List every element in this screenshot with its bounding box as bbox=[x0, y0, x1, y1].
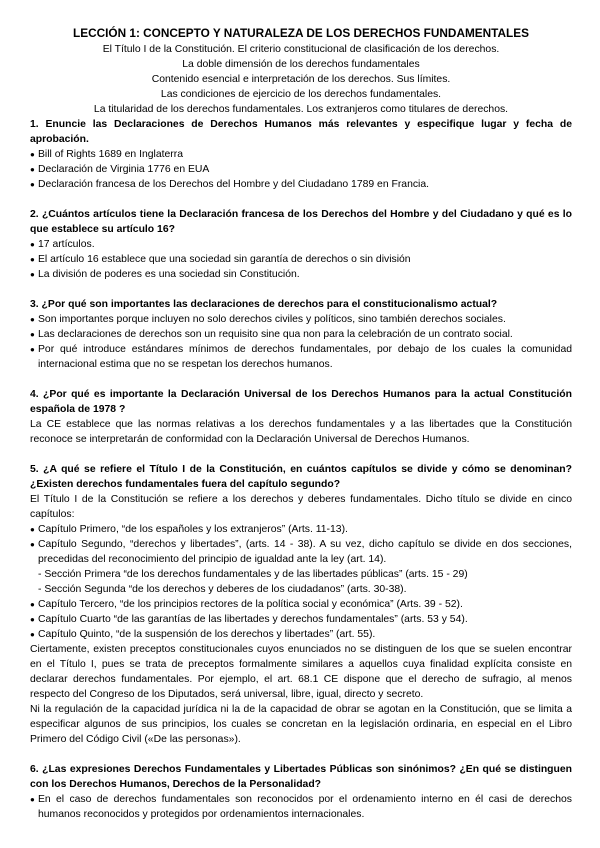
answer-6-list bbox=[30, 792, 572, 822]
answer-2-list bbox=[30, 237, 572, 282]
spacer bbox=[30, 282, 572, 297]
list-item: ● Bill of Rights 1689 en Inglaterra bbox=[30, 147, 572, 162]
question-5: 5. ¿A qué se refiere el Título I de la Constitución, en cuántos capítulos se divide y cómo se denominan? ¿Existen derechos fundamentales fuera del capítulo segundo? bbox=[30, 464, 572, 490]
spacer bbox=[30, 447, 572, 462]
list-item: ● 17 artículos. bbox=[30, 237, 572, 252]
question-2: 2. ¿Cuántos artículos tiene la Declaración francesa de los Derechos del Hombre y del Ciudadano y qué es lo que establece su artículo 16? bbox=[30, 209, 572, 235]
list-item: ● La división de poderes es una sociedad sin Constitución. bbox=[30, 267, 572, 282]
subtitle-line: El Título I de la Constitución. El criterio constitucional de clasificación de los derechos. bbox=[102, 44, 500, 55]
list-item: ● El artículo 16 establece que una sociedad sin garantía de derechos o sin división bbox=[30, 252, 572, 267]
list-item: ● Capítulo Tercero, “de los principios rectores de la política social y económica” (Arts. 39 - 52). bbox=[30, 597, 572, 612]
answer-5-intro: El Título I de la Constitución se refiere a los derechos y deberes fundamentales. Dicho título se divide en cinco capítulos: bbox=[30, 494, 572, 520]
list-item: ● Capítulo Cuarto “de las garantías de las libertades y derechos fundamentales” (arts. 53 y 54). bbox=[30, 612, 572, 627]
list-item: ● Por qué introduce estándares mínimos de derechos fundamentales, por debajo de los cuales la comunidad internacional estima que no se respetan los derechos humanos. bbox=[30, 342, 572, 372]
spacer bbox=[30, 372, 572, 387]
answer-3-list bbox=[30, 312, 572, 372]
answer-5-paragraph: Ciertamente, existen preceptos constitucionales cuyos enunciados no se distinguen de los que se suelen encontrar en el Título I, pues se trata de preceptos formalmente similares a aquellos cuya finalidad explícita consiste en declarar derechos fundamentales. Por ejemplo, el art. 68.1 CE dispone que el derecho de sufragio, al menos respecto del Congreso de los Diputados, será universal, libre, igual, directo y secreto. bbox=[30, 644, 572, 700]
question-4: 4. ¿Por qué es importante la Declaración Universal de los Derechos Humanos para la actual Constitución española de 1978 ? bbox=[30, 389, 572, 415]
subtitle-line: La titularidad de los derechos fundamentales. Los extranjeros como titulares de derechos. bbox=[93, 104, 509, 115]
spacer bbox=[30, 747, 572, 762]
list-item: ● Declaración de Virginia 1776 en EUA bbox=[30, 162, 572, 177]
spacer bbox=[30, 192, 572, 207]
answer-5-paragraph: Ni la regulación de la capacidad jurídica ni la de la capacidad de obrar se agotan en la Constitución, que se limita a especificar algunos de sus principios, los cuales se concretan en la legislación ordinaria, en especial en el Libro Primero del Código Civil («De las personas»). bbox=[30, 704, 572, 745]
subtitle-line: La doble dimensión de los derechos fundamentales bbox=[182, 59, 420, 70]
list-item: ● Capítulo Primero, “de los españoles y los extranjeros” (Arts. 11-13). bbox=[30, 522, 572, 537]
chapters-list-continued bbox=[30, 597, 572, 642]
subtitle-line: Las condiciones de ejercicio de los derechos fundamentales. bbox=[160, 89, 442, 100]
section-item: - Sección Segunda “de los derechos y deberes de los ciudadanos” (arts. 30-38). bbox=[38, 584, 407, 595]
list-item: ● Capítulo Quinto, “de la suspensión de los derechos y libertades” (art. 55). bbox=[30, 627, 572, 642]
question-1: 1. Enuncie las Declaraciones de Derechos Humanos más relevantes y especifique lugar y fecha de aprobación. bbox=[30, 119, 572, 145]
list-item: ● Capítulo Segundo, “derechos y libertades”, (arts. 14 - 38). A su vez, dicho capítulo se divide en dos secciones, precedidas del reconocimiento del principio de igualdad ante la ley (art. 14). bbox=[30, 537, 572, 567]
question-6: 6. ¿Las expresiones Derechos Fundamentales y Libertades Públicas son sinónimos? ¿En qué se distinguen con los Derechos Humanos, Derechos de la Personalidad? bbox=[30, 764, 572, 790]
list-item: ● En el caso de derechos fundamentales son reconocidos por el ordenamiento interno en él casi de derechos humanos reconocidos y protegidos por ordenamientos internacionales. bbox=[30, 792, 572, 822]
document-title: LECCIÓN 1: CONCEPTO Y NATURALEZA DE LOS DERECHOS FUNDAMENTALES bbox=[73, 26, 529, 40]
subtitle-line: Contenido esencial e interpretación de los derechos. Sus límites. bbox=[151, 74, 451, 85]
list-item: ● Declaración francesa de los Derechos del Hombre y del Ciudadano 1789 en Francia. bbox=[30, 177, 572, 192]
chapters-list bbox=[30, 522, 572, 567]
section-item: - Sección Primera “de los derechos fundamentales y de las libertades públicas” (arts. 15 - 29) bbox=[38, 569, 468, 580]
list-item: ● Las declaraciones de derechos son un requisito sine qua non para la celebración de un contrato social. bbox=[30, 327, 572, 342]
answer-1-list bbox=[30, 147, 572, 192]
list-item: ● Son importantes porque incluyen no solo derechos civiles y políticos, sino también derechos sociales. bbox=[30, 312, 572, 327]
question-3: 3. ¿Por qué son importantes las declaraciones de derechos para el constitucionalismo actual? bbox=[30, 299, 498, 310]
answer-4: La CE establece que las normas relativas a los derechos fundamentales y a las libertades que la Constitución reconoce se interpretarán de conformidad con la Declaración Universal de Derechos Humanos. bbox=[30, 419, 572, 445]
